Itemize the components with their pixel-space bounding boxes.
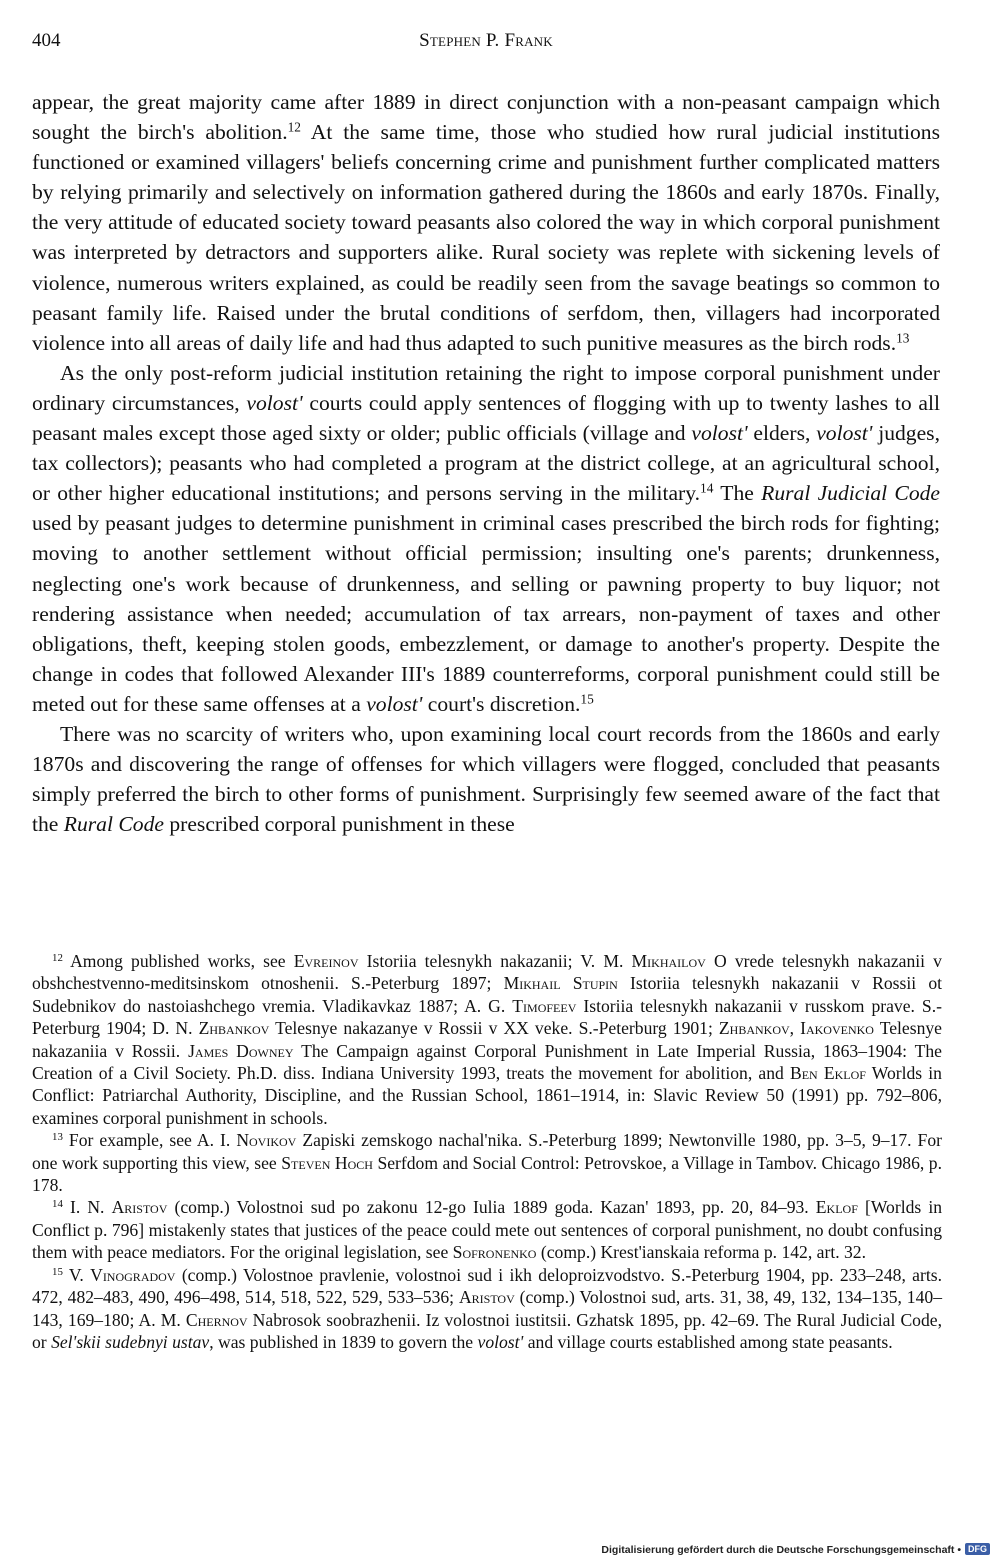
author-name: Zhbankov, Iakovenko — [718, 1018, 874, 1039]
text-span: Worlds in Conflict: Patriarchal Authority, Discipline, and the Russian School, 1861–1914, in: Slavic Review 50 (1991) pp. 792–806, examines corporal punishment in schools. — [32, 1063, 942, 1128]
footnote-number: 14 — [52, 1198, 63, 1211]
footnote-ref-12: 12 — [287, 119, 301, 135]
text-span: Istoriia telesnykh nakazanii v russkom prave. S.-Peterburg 1904; D. N. — [32, 995, 942, 1039]
footnote-13 — [32, 1129, 942, 1196]
text-span: (comp.) Volostnoe pravlenie, volostnoi sud i ikh deloproizvodstvo. S.-Peterburg 1904, pp. 233–248, arts. 472, 482–483, 490, 496–498, 514, 518, 522, 529, 533–536; — [32, 1264, 942, 1308]
author-name: Zhbankov — [198, 1018, 270, 1039]
author-name: Vinogradov — [90, 1264, 176, 1285]
footnote-ref-15: 15 — [580, 691, 594, 707]
text-span: I. N. — [62, 1197, 112, 1218]
paragraph-3 — [32, 719, 940, 839]
italic-term: volost' — [477, 1331, 524, 1352]
italic-term: volost' — [246, 390, 303, 415]
text-span: O vrede telesnykh nakazanii v obshchestvenno-meditsinskom otnoshenii. S.-Peterburg 1897; — [32, 951, 942, 994]
author-name: Aristov — [458, 1287, 515, 1308]
text-span: Istoriia telesnykh nakazanii v Rossii ot Sudebnikov do nastoiashchego vremia. Vladikavkaz 1887; A. G. — [32, 973, 943, 1016]
footnote-number: 13 — [52, 1131, 63, 1144]
paragraph-2 — [32, 358, 940, 719]
author-name: Ben Eklof — [789, 1063, 866, 1084]
author-name: Aristov — [111, 1197, 168, 1218]
author-name: Chernov — [185, 1309, 248, 1330]
author-name: James Downey — [188, 1040, 294, 1061]
text-span: Nabrosok soobrazhenii. Iz volostnoi iustitsii. Gzhatsk 1895, pp. 42–69. The Rural Judicial Code, or — [32, 1309, 942, 1352]
footnote-14 — [32, 1196, 942, 1263]
main-text — [32, 87, 940, 839]
text-span: elders, — [747, 421, 817, 446]
author-name: Mikhail Stupin — [503, 973, 618, 994]
author-name: Mikhailov — [631, 951, 706, 971]
text-span: V. — [62, 1264, 91, 1285]
footnote-ref-13: 13 — [896, 330, 910, 346]
text-span: , was published in 1839 to govern the — [209, 1331, 478, 1352]
text-span: and village courts established among state peasants. — [523, 1331, 893, 1352]
text-span: The — [713, 481, 762, 506]
text-span: For example, see A. I. — [62, 1130, 237, 1151]
footnote-15 — [32, 1264, 942, 1354]
italic-title: Rural Code — [63, 812, 164, 837]
text-span: [Worlds in Conflict p. 796] mistakenly states that justices of the peace could mete out sentences of corporal punishment, no doubt confusing them with peace mediators. For the original legislation, see — [32, 1197, 943, 1263]
digitization-credit — [601, 1543, 990, 1556]
text-span: Serfdom and Social Control: Petrovskoe, a Village in Tambov. Chicago 1986, p. 178. — [32, 1152, 942, 1196]
footnote-number: 15 — [52, 1265, 63, 1278]
footnote-number: 12 — [52, 952, 63, 964]
text-span: (comp.) Volostnoi sud, arts. 31, 38, 49, 132, 134–135, 140–143, 169–180; A. M. — [32, 1287, 942, 1330]
text-span: Among published works, see — [62, 951, 294, 971]
text-span: There was no scarcity of writers who, upon examining local court records from the 1860s and early 1870s and discovering the range of offenses for which villagers were flogged, concluded that peasants simply preferred the birch to other forms of punishment. Surprisingly few seemed aware of the fact that the — [32, 721, 940, 837]
italic-title: Sel'skii sudebnyi ustav — [51, 1331, 210, 1352]
text-span: Zapiski zemskogo nachal'nika. S.-Peterburg 1899; Newtonville 1980, pp. 3–5, 9–17. For one work supporting this view, see — [32, 1130, 942, 1173]
text-span: (comp.) Krest'ianskaia reforma p. 142, art. 32. — [536, 1242, 866, 1263]
author-name: Steven Hoch — [281, 1152, 373, 1173]
italic-term: volost' — [366, 691, 423, 716]
text-span: appear, the great majority came after 1889 in direct conjunction with a non-peasant campaign which sought the birch's abolition. — [32, 90, 940, 145]
text-span: used by peasant judges to determine punishment in criminal cases prescribed the birch rods for fighting; moving to another settlement without official permission; insulting one's parents; drunkenness, neglecting one's work because of drunkenness, and selling or pawning property to buy liquor; not rendering assistance when needed; accumulation of tax arrears, non-payment of taxes and other obligations, theft, keeping stolen goods, embezzlement, or damage to another's property. Despite the change in codes that followed Alexander III's 1889 counterreforms, corporal punishment could still be meted out for these same offenses at a — [32, 511, 940, 716]
text-span: The Campaign against Corporal Punishment in Late Imperial Russia, 1863–1904: The Creation of a Civil Society. Ph.D. diss. Indiana University 1993, treats the movement for abolition, and — [32, 1040, 942, 1084]
footnote-12 — [32, 950, 942, 1129]
author-name: Evreinov — [293, 951, 359, 971]
text-span: Telesnye nakazaniia v Rossii. — [32, 1018, 942, 1061]
footnote-ref-14: 14 — [700, 480, 714, 496]
text-span: Istoriia telesnykh nakazanii; V. M. — [358, 951, 632, 971]
credit-text: Digitalisierung gefördert durch die Deutsche Forschungsgemeinschaft • — [601, 1544, 961, 1556]
text-span: (comp.) Volostnoi sud po zakonu 12-go Iulia 1889 goda. Kazan' 1893, pp. 20, 84–93. — [167, 1197, 816, 1218]
italic-term: volost' — [816, 421, 873, 446]
running-head: Stephen P. Frank — [419, 30, 553, 51]
italic-term: volost' — [691, 421, 748, 446]
text-span: courts could apply sentences of flogging with up to twenty lashes to all peasant males except those aged sixty or older; public officials (village and — [32, 390, 940, 446]
text-span: court's discretion. — [422, 691, 581, 716]
paragraph-1 — [32, 87, 940, 358]
text-span: prescribed corporal punishment in these — [163, 812, 515, 837]
italic-title: Rural Judicial Code — [761, 481, 941, 506]
author-name: Novikov — [236, 1130, 297, 1151]
author-name: Eklof — [815, 1197, 858, 1218]
dfg-logo: DFG — [965, 1543, 990, 1555]
text-span: At the same time, those who studied how rural judicial institutions functioned or examined villagers' beliefs concerning crime and punishment further complicated matters by relying primarily and selectively on information gathered during the 1860s and early 1870s. Finally, the very attitude of educated society toward peasants also colored the way in which corporal punishment was interpreted by detractors and supporters alike. Rural society was replete with sickening levels of violence, numerous writers explained, as could be readily seen from the savage beatings so common to peasant family life. Raised under the brutal conditions of serfdom, then, villagers had incorporated violence into all areas of daily life and had thus adapted to such punitive measures as the birch rods. — [32, 120, 941, 355]
text-span: Telesnye nakazanye v Rossii v XX veke. S.-Peterburg 1901; — [269, 1018, 719, 1039]
author-name: Timofeev — [512, 995, 577, 1016]
page-number: 404 — [32, 30, 61, 51]
text-span: As the only post-reform judicial institution retaining the right to impose corporal punishment under ordinary circumstances, — [32, 360, 940, 415]
author-name: Sofronenko — [452, 1242, 537, 1263]
page-header — [32, 30, 940, 56]
text-span: judges, tax collectors); peasants who had completed a program at the district college, at an agricultural school, or other higher educational institutions; and persons serving in the military. — [32, 421, 940, 506]
footnotes — [32, 950, 942, 1353]
